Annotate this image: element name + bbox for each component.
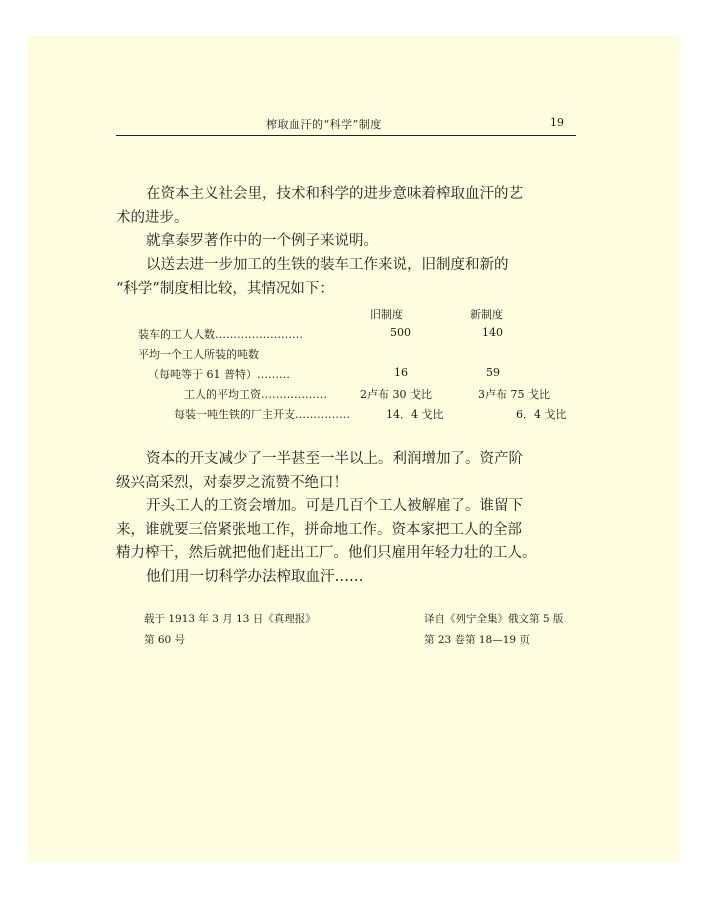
paragraph-line: 在资本主义社会里，技术和科学的进步意味着榨取血汗的艺 <box>146 186 523 202</box>
row-label: 工人的平均工资……………… <box>184 388 327 401</box>
source-note-right-1: 译自《列宁全集》俄文第 5 版 <box>424 613 564 625</box>
new-value: 6．4 戈比 <box>516 408 567 421</box>
paragraph-line: 来，谁就要三倍紧张地工作，拼命地工作。资本家把工人的全部 <box>116 521 522 538</box>
paragraph-line: 就拿泰罗著作中的一个例子来说明。 <box>146 233 378 249</box>
source-note-left-1: 载于 1913 年 3 月 13 日《真理报》 <box>144 613 316 625</box>
paragraph-line: “科学”制度相比较，其情况如下： <box>116 280 334 297</box>
column-header-old: 旧制度 <box>370 308 403 321</box>
row-label: （每吨等于 61 普特）……… <box>148 368 290 381</box>
old-value: 14．4 戈比 <box>386 408 444 421</box>
table-row <box>116 346 586 364</box>
header-title: 榨取血汗的“科学”制度 <box>266 118 382 131</box>
old-value: 16 <box>394 366 408 379</box>
running-header <box>116 113 576 136</box>
row-label: 装车的工人人数…………………… <box>138 328 303 341</box>
source-note-right-2: 第 23 卷第 18—19 页 <box>424 634 530 646</box>
source-note-left-2: 第 60 号 <box>144 634 186 646</box>
paragraph-4 <box>116 448 576 495</box>
paragraph-line: 开头工人的工资会增加。可是几百个工人被解雇了。谁留下 <box>146 498 523 514</box>
paragraph-line: 资本的开支减少了一半甚至一半以上。利润增加了。资产阶 <box>146 451 523 467</box>
paragraph-line: 他们用一切科学办法榨取血汗…… <box>146 569 364 585</box>
old-value: 500 <box>390 326 411 339</box>
paragraph-1 <box>116 183 576 230</box>
paragraph-2 <box>116 230 576 254</box>
paragraph-line: 以送去进一步加工的生铁的装车工作来说，旧制度和新的 <box>146 257 509 273</box>
paragraph-line: 精力榨干，然后就把他们赶出工厂。他们只雇用年轻力壮的工人。 <box>116 545 537 561</box>
paragraph-3 <box>116 254 576 301</box>
table-header-row <box>116 306 586 324</box>
column-header-new: 新制度 <box>470 308 503 321</box>
table-row <box>116 386 586 404</box>
new-value: 140 <box>482 326 503 339</box>
page-number: 19 <box>550 116 564 129</box>
old-value: 2卢布 30 戈比 <box>360 388 432 401</box>
paragraph-line: 级兴高采烈，对泰罗之流赞不绝口！ <box>116 474 348 491</box>
row-label: 平均一个工人所装的吨数 <box>138 348 259 361</box>
table-row <box>116 366 586 384</box>
new-value: 59 <box>486 366 500 379</box>
table-row <box>116 406 586 424</box>
table-row <box>116 326 586 344</box>
paragraph-6 <box>116 566 576 590</box>
new-value: 3卢布 75 戈比 <box>478 388 550 401</box>
paragraph-5 <box>116 495 576 566</box>
paragraph-line: 术的进步。 <box>116 209 189 226</box>
row-label: 每装一吨生铁的厂主开支…………… <box>174 408 350 421</box>
